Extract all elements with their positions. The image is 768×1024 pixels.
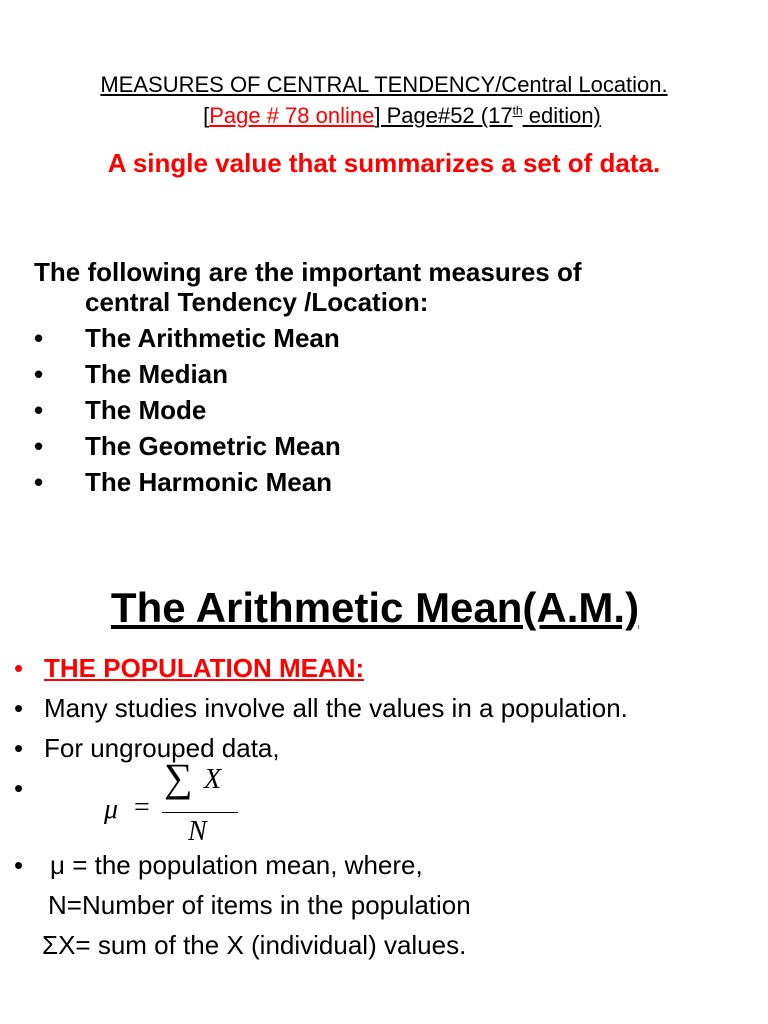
list-item xyxy=(34,356,341,392)
bullet-icon: • xyxy=(34,395,44,425)
sum-definition: ΣX= sum of the X (individual) values. xyxy=(42,930,467,960)
n-definition: N=Number of items in the population xyxy=(48,890,471,920)
list-item xyxy=(34,464,341,500)
mu-definition-text: μ = the population mean, where, xyxy=(50,850,423,880)
edition-text: edition) xyxy=(522,103,601,128)
bullet-icon: • xyxy=(14,653,24,683)
formula-equals: = xyxy=(134,792,150,823)
population-mean-points xyxy=(14,648,628,768)
list-item xyxy=(14,648,628,688)
point-text: For ungrouped data, xyxy=(44,733,280,763)
measure-label: The Harmonic Mean xyxy=(85,467,333,497)
list-item xyxy=(34,320,341,356)
section-heading: The Arithmetic Mean(A.M.) xyxy=(110,584,640,631)
intro-line-1: The following are the important measures of xyxy=(34,257,582,287)
bullet-icon: • xyxy=(14,693,24,723)
measures-list xyxy=(34,320,341,500)
formula-mu: μ xyxy=(104,794,119,825)
bullet-icon: • xyxy=(34,359,44,389)
online-page-link[interactable]: Page # 78 online xyxy=(209,103,375,128)
formula-numerator-x: X xyxy=(204,764,222,795)
fraction-bar xyxy=(162,812,238,813)
measure-label: The Geometric Mean xyxy=(85,431,341,461)
list-item xyxy=(34,428,341,464)
bullet-icon: • xyxy=(14,773,24,803)
print-page-ref: ] Page#52 (17 xyxy=(374,103,513,128)
population-mean-heading: THE POPULATION MEAN: xyxy=(44,653,365,683)
list-item xyxy=(34,392,341,428)
point-text: Many studies involve all the values in a population. xyxy=(44,693,628,723)
mu-definition xyxy=(14,845,423,885)
bullet-icon: • xyxy=(34,323,44,353)
bracket-open: [ xyxy=(203,103,210,128)
intro-line-2: central Tendency /Location: xyxy=(85,287,429,317)
formula-denominator-n: N xyxy=(188,816,207,847)
superscript-th: th xyxy=(512,103,523,118)
bullet-icon: • xyxy=(14,733,24,763)
list-item xyxy=(14,688,628,728)
tagline: A single value that summarizes a set of data. xyxy=(107,148,661,178)
measure-label: The Mode xyxy=(85,395,207,425)
page-reference xyxy=(0,103,768,129)
bullet-icon: • xyxy=(34,431,44,461)
intro-text xyxy=(34,257,734,317)
document-title: MEASURES OF CENTRAL TENDENCY/Central Location. xyxy=(100,72,668,97)
bullet-icon: • xyxy=(34,467,44,497)
measure-label: The Median xyxy=(85,359,229,389)
measure-label: The Arithmetic Mean xyxy=(85,323,340,353)
sigma-icon: ∑ xyxy=(164,755,193,800)
population-mean-formula xyxy=(104,755,264,850)
bullet-icon: • xyxy=(14,850,24,880)
